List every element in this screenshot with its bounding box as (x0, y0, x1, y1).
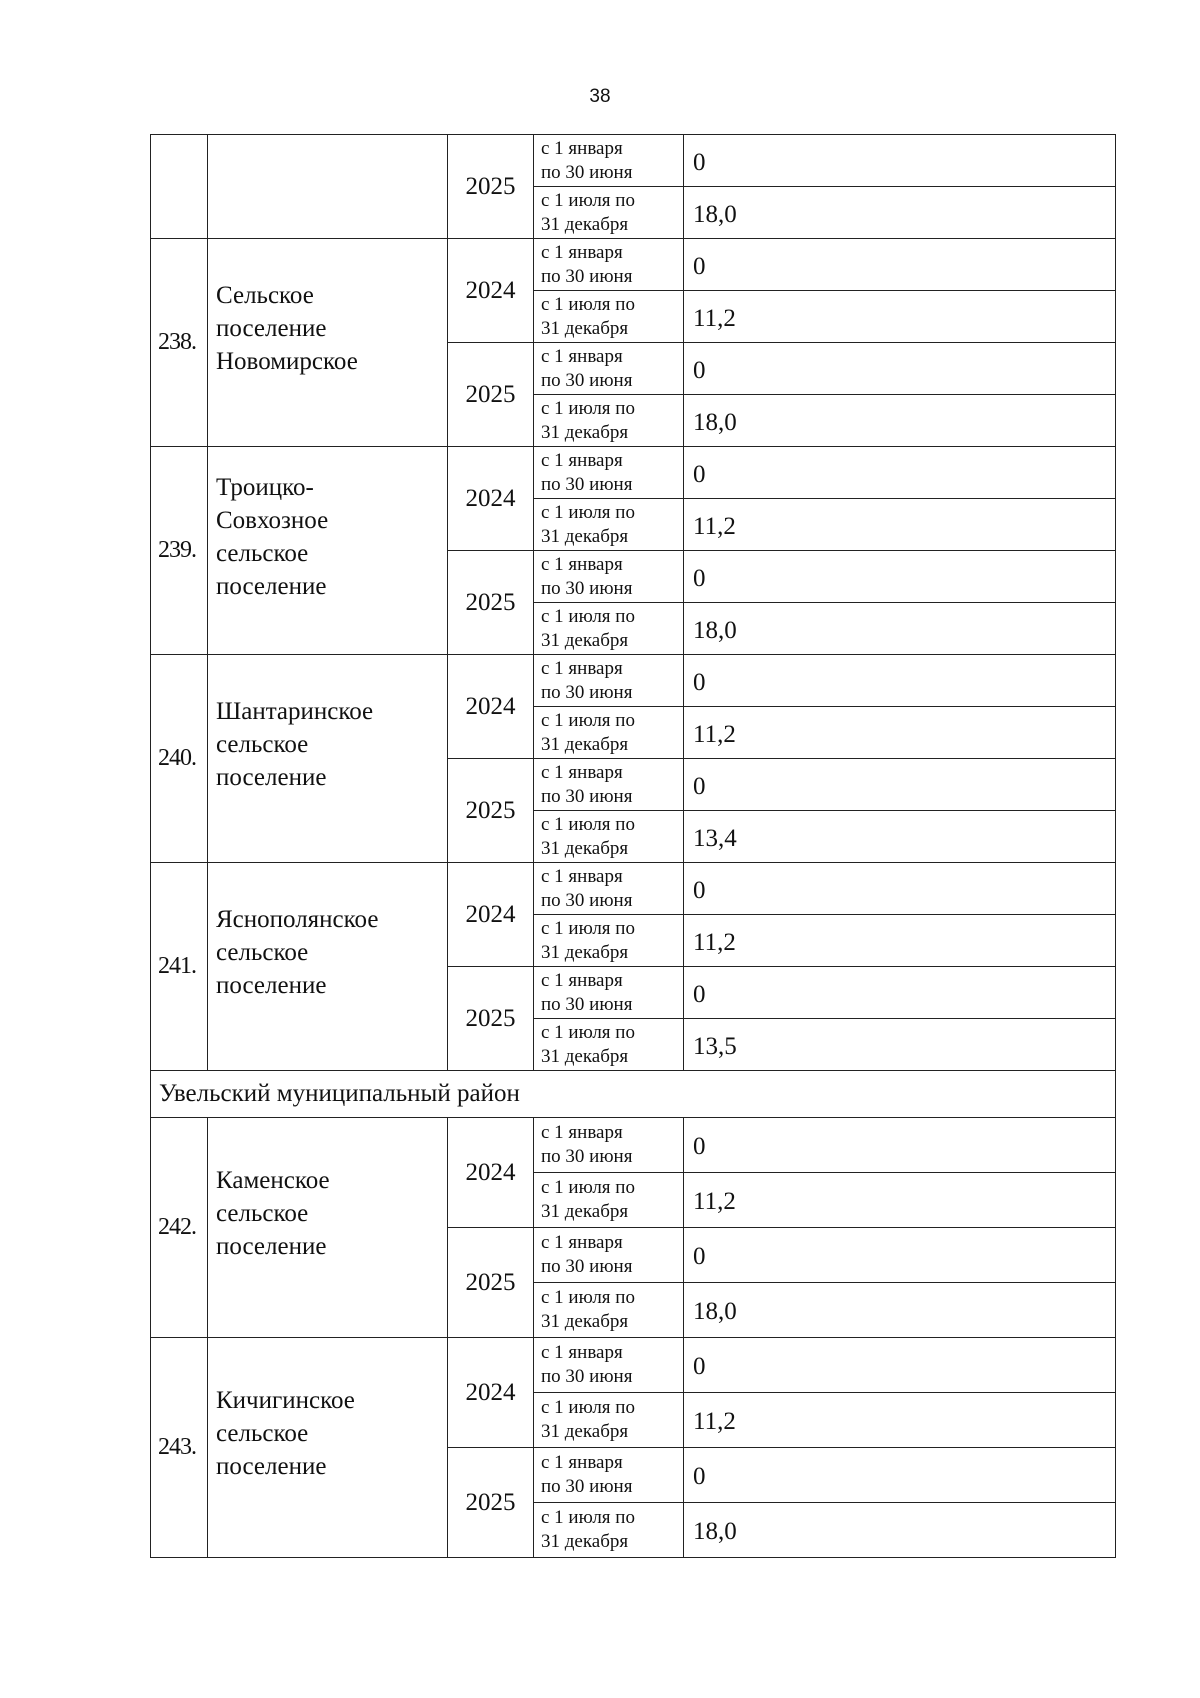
settlement-name-line: поселение (216, 1233, 327, 1260)
value-cell: 18,0 (684, 1283, 1116, 1338)
settlement-name-line: поселение (216, 764, 327, 791)
settlement-name-line: поселение (216, 572, 327, 600)
value-cell: 18,0 (684, 603, 1116, 655)
period-line: по 30 июня (541, 473, 633, 495)
value-cell: 0 (684, 239, 1116, 291)
value-cell: 0 (684, 447, 1116, 499)
value-cell: 13,4 (684, 811, 1116, 863)
table-row (151, 1338, 1116, 1393)
value-cell: 0 (684, 655, 1116, 707)
period-cell (534, 707, 684, 759)
number-cell: 242. (151, 1118, 208, 1338)
value-cell: 0 (684, 1448, 1116, 1503)
period-line: с 1 января (541, 553, 623, 575)
period-cell (534, 1283, 684, 1338)
period-line: по 30 июня (541, 161, 633, 183)
tariff-table (150, 134, 1116, 1558)
page-number: 38 (589, 86, 611, 107)
period-cell (534, 551, 684, 603)
period-cell (534, 1338, 684, 1393)
period-line: с 1 января (541, 1232, 623, 1253)
district-row (151, 1071, 1116, 1118)
period-line: 31 декабря (541, 941, 629, 963)
name-cell (208, 239, 448, 447)
period-cell (534, 1448, 684, 1503)
period-line: 31 декабря (541, 1201, 629, 1222)
settlement-name (216, 903, 447, 1002)
settlement-name-line: поселение (216, 315, 327, 342)
value-cell: 18,0 (684, 187, 1116, 239)
period-line: с 1 января (541, 657, 623, 679)
settlement-name-line: Каменское (216, 1167, 330, 1194)
settlement-name-line: Яснополянское (216, 906, 379, 933)
name-cell (208, 1338, 448, 1558)
value-cell: 0 (684, 551, 1116, 603)
settlement-name-line: поселение (216, 972, 327, 999)
period-line: с 1 июля по (541, 293, 635, 315)
settlement-name (216, 1384, 447, 1483)
period-line: с 1 января (541, 1122, 623, 1143)
period-line: с 1 июля по (541, 1287, 635, 1308)
number-cell: 240. (151, 655, 208, 863)
period-cell (534, 1228, 684, 1283)
period-line: по 30 июня (541, 681, 633, 703)
period-line: с 1 января (541, 969, 623, 991)
settlement-name-line: Шантаринское (216, 698, 374, 725)
period-line: 31 декабря (541, 1045, 629, 1067)
year-cell: 2024 (448, 447, 534, 551)
period-line: по 30 июня (541, 889, 633, 911)
period-line: 31 декабря (541, 421, 629, 443)
year-cell: 2025 (448, 343, 534, 447)
period-line: с 1 января (541, 345, 623, 367)
period-cell (534, 1019, 684, 1071)
period-cell (534, 187, 684, 239)
settlement-name-line: Троицко- (216, 473, 314, 501)
period-line: по 30 июня (541, 993, 633, 1015)
value-cell: 0 (684, 135, 1116, 187)
period-line: по 30 июня (541, 577, 633, 599)
period-line: 31 декабря (541, 317, 629, 339)
value-cell: 11,2 (684, 1393, 1116, 1448)
period-line: с 1 января (541, 241, 623, 263)
value-cell: 0 (684, 967, 1116, 1019)
period-line: с 1 января (541, 137, 623, 159)
period-cell (534, 1118, 684, 1173)
year-cell: 2025 (448, 759, 534, 863)
period-cell (534, 447, 684, 499)
year-cell: 2024 (448, 1118, 534, 1228)
period-cell (534, 1173, 684, 1228)
settlement-name-line: Кичигинское (216, 1387, 355, 1414)
value-cell: 0 (684, 1228, 1116, 1283)
value-cell: 11,2 (684, 707, 1116, 759)
period-line: с 1 января (541, 1342, 623, 1363)
period-cell (534, 603, 684, 655)
value-cell: 11,2 (684, 291, 1116, 343)
table-body (151, 135, 1116, 1558)
period-line: с 1 июля по (541, 917, 635, 939)
period-cell (534, 655, 684, 707)
period-line: по 30 июня (541, 1146, 633, 1167)
period-cell (534, 863, 684, 915)
table-row (151, 447, 1116, 499)
period-line: с 1 июля по (541, 813, 635, 835)
value-cell: 0 (684, 343, 1116, 395)
period-line: с 1 июля по (541, 1507, 635, 1528)
table-row (151, 135, 1116, 187)
year-cell: 2025 (448, 551, 534, 655)
period-cell (534, 1393, 684, 1448)
table-row (151, 239, 1116, 291)
value-cell: 0 (684, 1338, 1116, 1393)
number-cell (151, 135, 208, 239)
year-cell: 2024 (448, 863, 534, 967)
settlement-name-line: сельское (216, 1420, 309, 1447)
settlement-name (216, 695, 447, 794)
value-cell: 0 (684, 863, 1116, 915)
period-line: с 1 января (541, 761, 623, 783)
period-cell (534, 967, 684, 1019)
name-cell (208, 135, 448, 239)
number-cell: 239. (151, 447, 208, 655)
settlement-name (216, 471, 447, 603)
name-cell (208, 655, 448, 863)
period-line: с 1 июля по (541, 397, 635, 419)
number-cell: 241. (151, 863, 208, 1071)
period-line: 31 декабря (541, 213, 629, 235)
year-cell: 2024 (448, 1338, 534, 1448)
period-line: по 30 июня (541, 265, 633, 287)
period-line: по 30 июня (541, 369, 633, 391)
period-cell (534, 811, 684, 863)
name-cell (208, 863, 448, 1071)
period-line: по 30 июня (541, 1366, 633, 1387)
year-cell: 2025 (448, 1228, 534, 1338)
period-line: с 1 января (541, 865, 623, 887)
value-cell: 0 (684, 759, 1116, 811)
period-line: с 1 января (541, 449, 623, 471)
period-cell (534, 395, 684, 447)
settlement-name-line: сельское (216, 1200, 309, 1227)
period-line: 31 декабря (541, 1421, 629, 1442)
name-cell (208, 1118, 448, 1338)
settlement-name-line: сельское (216, 539, 309, 567)
period-line: по 30 июня (541, 785, 633, 807)
value-cell: 18,0 (684, 395, 1116, 447)
period-line: с 1 июля по (541, 501, 635, 523)
district-heading: Увельский муниципальный район (151, 1071, 1116, 1118)
period-line: с 1 июля по (541, 189, 635, 211)
year-cell: 2024 (448, 239, 534, 343)
period-line: с 1 июля по (541, 605, 635, 627)
period-cell (534, 343, 684, 395)
period-line: по 30 июня (541, 1256, 633, 1277)
settlement-name-line: сельское (216, 731, 309, 758)
period-line: 31 декабря (541, 1531, 629, 1552)
period-cell (534, 135, 684, 187)
value-cell: 11,2 (684, 1173, 1116, 1228)
period-line: с 1 января (541, 1452, 623, 1473)
settlement-name-line: Совхозное (216, 506, 329, 534)
period-cell (534, 1503, 684, 1558)
period-line: по 30 июня (541, 1476, 633, 1497)
period-line: 31 декабря (541, 733, 629, 755)
number-cell: 238. (151, 239, 208, 447)
period-line: 31 декабря (541, 525, 629, 547)
value-cell: 0 (684, 1118, 1116, 1173)
number-cell: 243. (151, 1338, 208, 1558)
period-line: с 1 июля по (541, 1021, 635, 1043)
period-line: с 1 июля по (541, 709, 635, 731)
year-cell: 2025 (448, 967, 534, 1071)
period-cell (534, 759, 684, 811)
settlement-name (216, 1164, 447, 1263)
period-cell (534, 291, 684, 343)
settlement-name-line: сельское (216, 939, 309, 966)
settlement-name-line: Сельское (216, 282, 314, 309)
period-line: с 1 июля по (541, 1397, 635, 1418)
year-cell: 2025 (448, 1448, 534, 1558)
value-cell: 13,5 (684, 1019, 1116, 1071)
name-cell (208, 447, 448, 655)
period-cell (534, 915, 684, 967)
settlement-name-line: Новомирское (216, 348, 358, 375)
year-cell: 2025 (448, 135, 534, 239)
table-row (151, 863, 1116, 915)
period-line: с 1 июля по (541, 1177, 635, 1198)
table-row (151, 655, 1116, 707)
table-row (151, 1118, 1116, 1173)
value-cell: 18,0 (684, 1503, 1116, 1558)
period-cell (534, 499, 684, 551)
value-cell: 11,2 (684, 499, 1116, 551)
year-cell: 2024 (448, 655, 534, 759)
period-line: 31 декабря (541, 837, 629, 859)
period-cell (534, 239, 684, 291)
settlement-name-line: поселение (216, 1453, 327, 1480)
period-line: 31 декабря (541, 1311, 629, 1332)
settlement-name (216, 279, 447, 378)
value-cell: 11,2 (684, 915, 1116, 967)
period-line: 31 декабря (541, 629, 629, 651)
